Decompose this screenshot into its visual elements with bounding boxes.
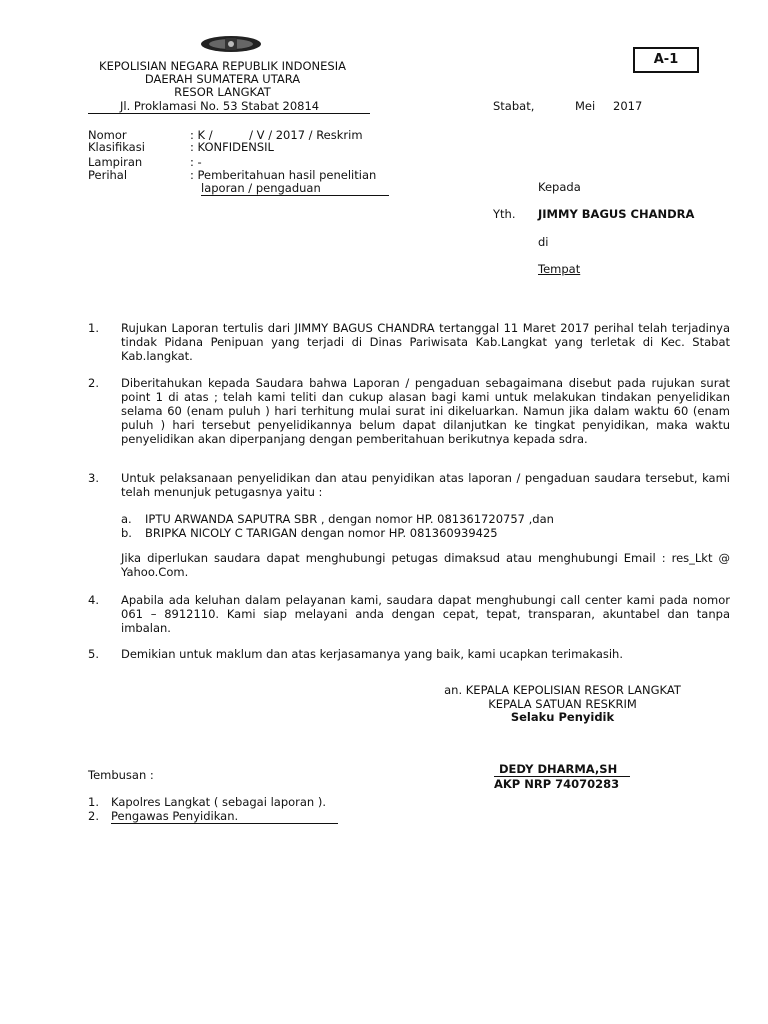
- date-city: Stabat,: [493, 99, 535, 113]
- paragraph-5: Demikian untuk maklum dan atas kerjasamanya yang baik, kami ucapkan terimakasih.: [121, 647, 624, 661]
- letterhead-rule: [88, 113, 370, 114]
- di-label: di: [538, 235, 549, 249]
- paragraph-3: Untuk pelaksanaan penyelidikan dan atau penyidikan atas laporan / pengaduan saudara tersebut, kami telah menunjuk petugasnya yaitu :: [121, 471, 730, 499]
- perihal-value-1: : Pemberitahuan hasil penelitian: [190, 168, 377, 182]
- kepada-label: Kepada: [538, 180, 581, 194]
- paragraph-number: 3.: [88, 471, 99, 485]
- letterhead-line-2: DAERAH SUMATERA UTARA: [144, 72, 301, 86]
- officer-b: BRIPKA NICOLY C TARIGAN dengan nomor HP. 081360939425: [145, 526, 498, 540]
- perihal-label: Perihal: [88, 168, 128, 182]
- signatory-rank: AKP NRP 74070283: [494, 777, 620, 791]
- klasifikasi-label: Klasifikasi: [88, 140, 145, 154]
- tembusan-rule: [111, 823, 338, 824]
- nomor-label: Nomor: [88, 128, 127, 142]
- officer-a: IPTU ARWANDA SAPUTRA SBR , dengan nomor HP. 081361720757 ,dan: [145, 512, 554, 526]
- paragraph-number: 5.: [88, 647, 99, 661]
- letterhead-line-3: RESOR LANGKAT: [174, 85, 271, 99]
- tembusan-item-2: Pengawas Penyidikan.: [111, 809, 239, 823]
- date-month: Mei: [575, 99, 596, 113]
- signature-line-3: Selaku Penyidik: [510, 710, 615, 724]
- tempat-label: Tempat: [538, 262, 581, 276]
- klasifikasi-value: : KONFIDENSIL: [190, 140, 274, 154]
- letterhead-address: Jl. Proklamasi No. 53 Stabat 20814: [120, 99, 320, 113]
- nomor-value: : K / / V / 2017 / Reskrim: [190, 128, 363, 142]
- officer-letter: b.: [121, 526, 132, 540]
- officer-letter: a.: [121, 512, 132, 526]
- tembusan-title: Tembusan :: [88, 768, 154, 782]
- tembusan-number: 2.: [88, 809, 99, 823]
- letterhead-line-1: KEPOLISIAN NEGARA REPUBLIK INDONESIA: [99, 59, 346, 73]
- signature-line-1: an. KEPALA KEPOLISIAN RESOR LANGKAT: [444, 683, 681, 697]
- yth-label: Yth.: [493, 207, 516, 221]
- police-emblem-icon: [200, 35, 262, 53]
- document-code-box: A-1: [633, 47, 699, 73]
- paragraph-number: 4.: [88, 593, 99, 607]
- lampiran-label: Lampiran: [88, 155, 143, 169]
- perihal-value-2: laporan / pengaduan: [201, 181, 321, 195]
- tembusan-item-1: Kapolres Langkat ( sebagai laporan ).: [111, 795, 327, 809]
- paragraph-4: Apabila ada keluhan dalam pelayanan kami, saudara dapat menghubungi call center kami pada nomor 061 – 8912110. Kami siap melayani anda dengan cepat, tepat, transparan, akuntabel dan tanpa imbalan.: [121, 593, 730, 635]
- contact-note: Jika diperlukan saudara dapat menghubungi petugas dimaksud atau menghubungi Email : res_Lkt @ Yahoo.Com.: [121, 551, 730, 579]
- date-year: 2017: [613, 99, 643, 113]
- paragraph-2: Diberitahukan kepada Saudara bahwa Laporan / pengaduan sebagaimana disebut pada rujukan surat point 1 di atas ; telah kami teliti dan cukup alasan bagi kami untuk melakukan tindakan penyelidikan selama 60 (enam puluh ) hari terhitung mulai surat ini dikeluarkan. Namun jika dalam waktu 60 (enam puluh ) hari tersebut penyelidikannya belum dapat dilanjutkan ke tingkat penyidikan, maka waktu penyelidikan akan diperpanjang dengan pemberitahuan berikutnya kepada sdra.: [121, 376, 730, 446]
- recipient-name: JIMMY BAGUS CHANDRA: [538, 207, 695, 221]
- perihal-rule: [201, 195, 389, 196]
- signatory-name: DEDY DHARMA,SH: [499, 762, 618, 776]
- paragraph-number: 1.: [88, 321, 99, 335]
- paragraph-number: 2.: [88, 376, 99, 390]
- lampiran-value: : -: [190, 155, 202, 169]
- paragraph-1: Rujukan Laporan tertulis dari JIMMY BAGUS CHANDRA tertanggal 11 Maret 2017 perihal telah terjadinya tindak Pidana Penipuan yang terjadi di Dinas Pariwisata Kab.Langkat yang terletak di Kec. Stabat Kab.langkat.: [121, 321, 730, 363]
- signature-line-2: KEPALA SATUAN RESKRIM: [488, 697, 637, 711]
- tembusan-number: 1.: [88, 795, 99, 809]
